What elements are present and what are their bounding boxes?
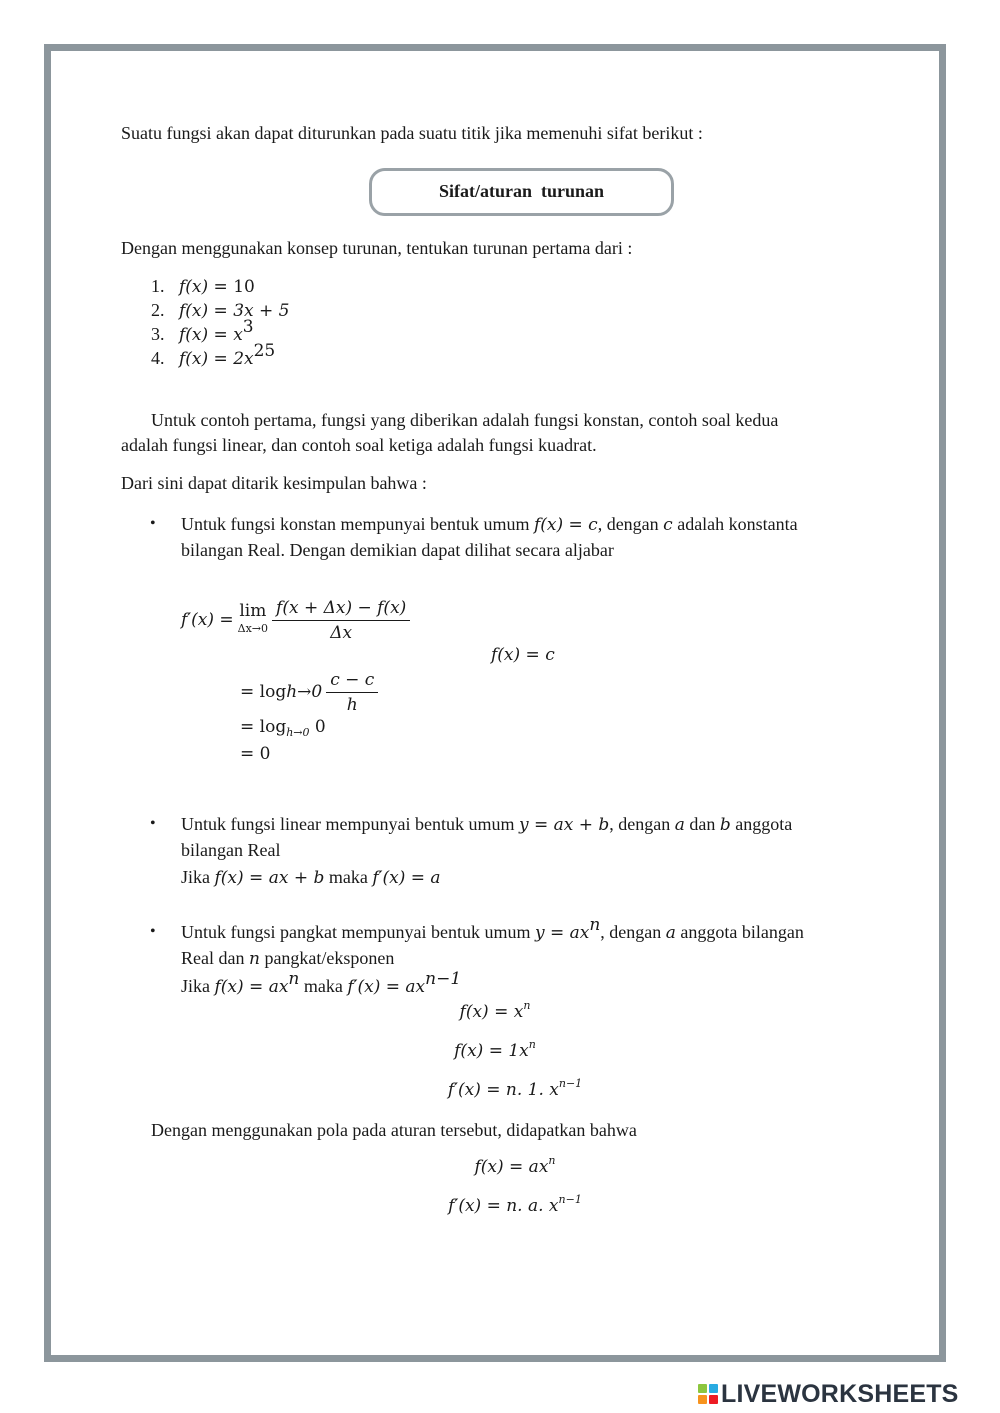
logo-text: LIVEWORKSHEETS — [721, 1379, 959, 1408]
problem-lhs: f(x) = — [179, 277, 234, 297]
logo-tile — [709, 1395, 718, 1404]
problem-rhs: 2x — [233, 349, 254, 369]
derivation-step: = $\log_{h\to 0} 0$ — [240, 717, 326, 739]
bullet-marker: • — [150, 923, 156, 940]
problem-exponent: 25 — [253, 341, 276, 361]
bullet-linear-line3: Jika f(x) = ax + b maka f′(x) = a — [181, 867, 441, 888]
bullet-power-line2: Real dan n pangkat/eksponen — [181, 948, 395, 969]
bullet-power-line1: Untuk fungsi pangkat mempunyai bentuk umum $y = ax^n$, dengan a anggota bilangan — [181, 915, 804, 943]
paragraph-line: Untuk contoh pertama, fungsi yang diberikan adalah fungsi konstan, contoh soal kedua — [151, 410, 779, 430]
side-note-equation: f(x) = c — [491, 645, 555, 665]
problem-number: 2. — [151, 300, 165, 320]
bullet-linear-line2: bilangan Real — [181, 840, 281, 860]
fraction: $\frac{c - c}{h}$ — [326, 670, 378, 715]
difference-quotient: $\frac{f(x + \Delta x) - f(x)}{\Delta x}$ — [272, 598, 410, 643]
question-text: Dengan menggunakan konsep turunan, tentukan turunan pertama dari : — [121, 238, 633, 258]
conclusion-text: Dari sini dapat ditarik kesimpulan bahwa : — [121, 473, 427, 493]
final-equation: $f(x) = ax^n$ — [474, 1154, 556, 1177]
limit-definition — [181, 590, 410, 650]
bullet-linear-line1: Untuk fungsi linear mempunyai bentuk umum y = ax + b, dengan a dan b anggota — [181, 814, 793, 835]
problem-rhs: 10 — [233, 277, 255, 297]
problem-number: 4. — [151, 348, 165, 368]
bullet-power-line3: Jika $f(x) = ax^n$ maka $f'(x) = ax^{n-1}$ — [181, 969, 462, 997]
problem-item — [151, 317, 254, 348]
section-heading: Sifat/aturan turunan — [438, 181, 605, 201]
intro-text: Suatu fungsi akan dapat diturunkan pada suatu titik jika memenuhi sifat berikut : — [121, 123, 703, 143]
pattern-text: Dengan menggunakan pola pada aturan tersebut, didapatkan bahwa — [151, 1120, 637, 1140]
bullet-marker: • — [150, 515, 156, 532]
paragraph-line: adalah fungsi linear, dan contoh soal ketiga adalah fungsi kuadrat. — [121, 435, 597, 455]
problem-item — [151, 273, 255, 300]
problem-rhs: x — [233, 325, 243, 345]
problem-exponent: 3 — [242, 317, 254, 337]
bullet-marker: • — [150, 815, 156, 832]
problem-item — [151, 341, 276, 372]
section-heading-box — [369, 168, 674, 216]
problem-item — [151, 297, 289, 324]
centered-equation: f′(x) = n. 1. $x^{n-1}$ — [447, 1077, 583, 1100]
problem-number: 3. — [151, 324, 165, 344]
liveworksheets-logo[interactable] — [698, 1378, 959, 1410]
logo-icon — [698, 1384, 718, 1404]
problem-lhs: f(x) = — [179, 301, 234, 321]
derivative-lhs: f′(x) = — [181, 610, 234, 630]
problem-lhs: f(x) = — [179, 325, 234, 345]
logo-tile — [698, 1384, 707, 1393]
final-equation: f′(x) = n. a. $x^{n-1}$ — [448, 1193, 582, 1216]
limit-operator: lim Δx→0 — [237, 601, 269, 635]
centered-equation: $f(x) = x^n$ — [459, 999, 531, 1022]
logo-tile — [709, 1384, 718, 1393]
bullet-constant-line2: bilangan Real. Dengan demikian dapat dilihat secara aljabar — [181, 540, 614, 560]
problem-lhs: f(x) = — [179, 349, 234, 369]
centered-equation: $f(x) = 1x^n$ — [454, 1038, 536, 1061]
logo-tile — [698, 1395, 707, 1404]
bullet-constant-line1: Untuk fungsi konstan mempunyai bentuk umum f(x) = c, dengan c adalah konstanta — [181, 514, 798, 535]
derivation-result: = 0 — [240, 744, 271, 764]
problem-number: 1. — [151, 276, 165, 296]
problem-rhs: 3x + 5 — [233, 301, 290, 321]
derivation-step: = log h→0 $\frac{c - c}{h}$ — [240, 666, 378, 718]
